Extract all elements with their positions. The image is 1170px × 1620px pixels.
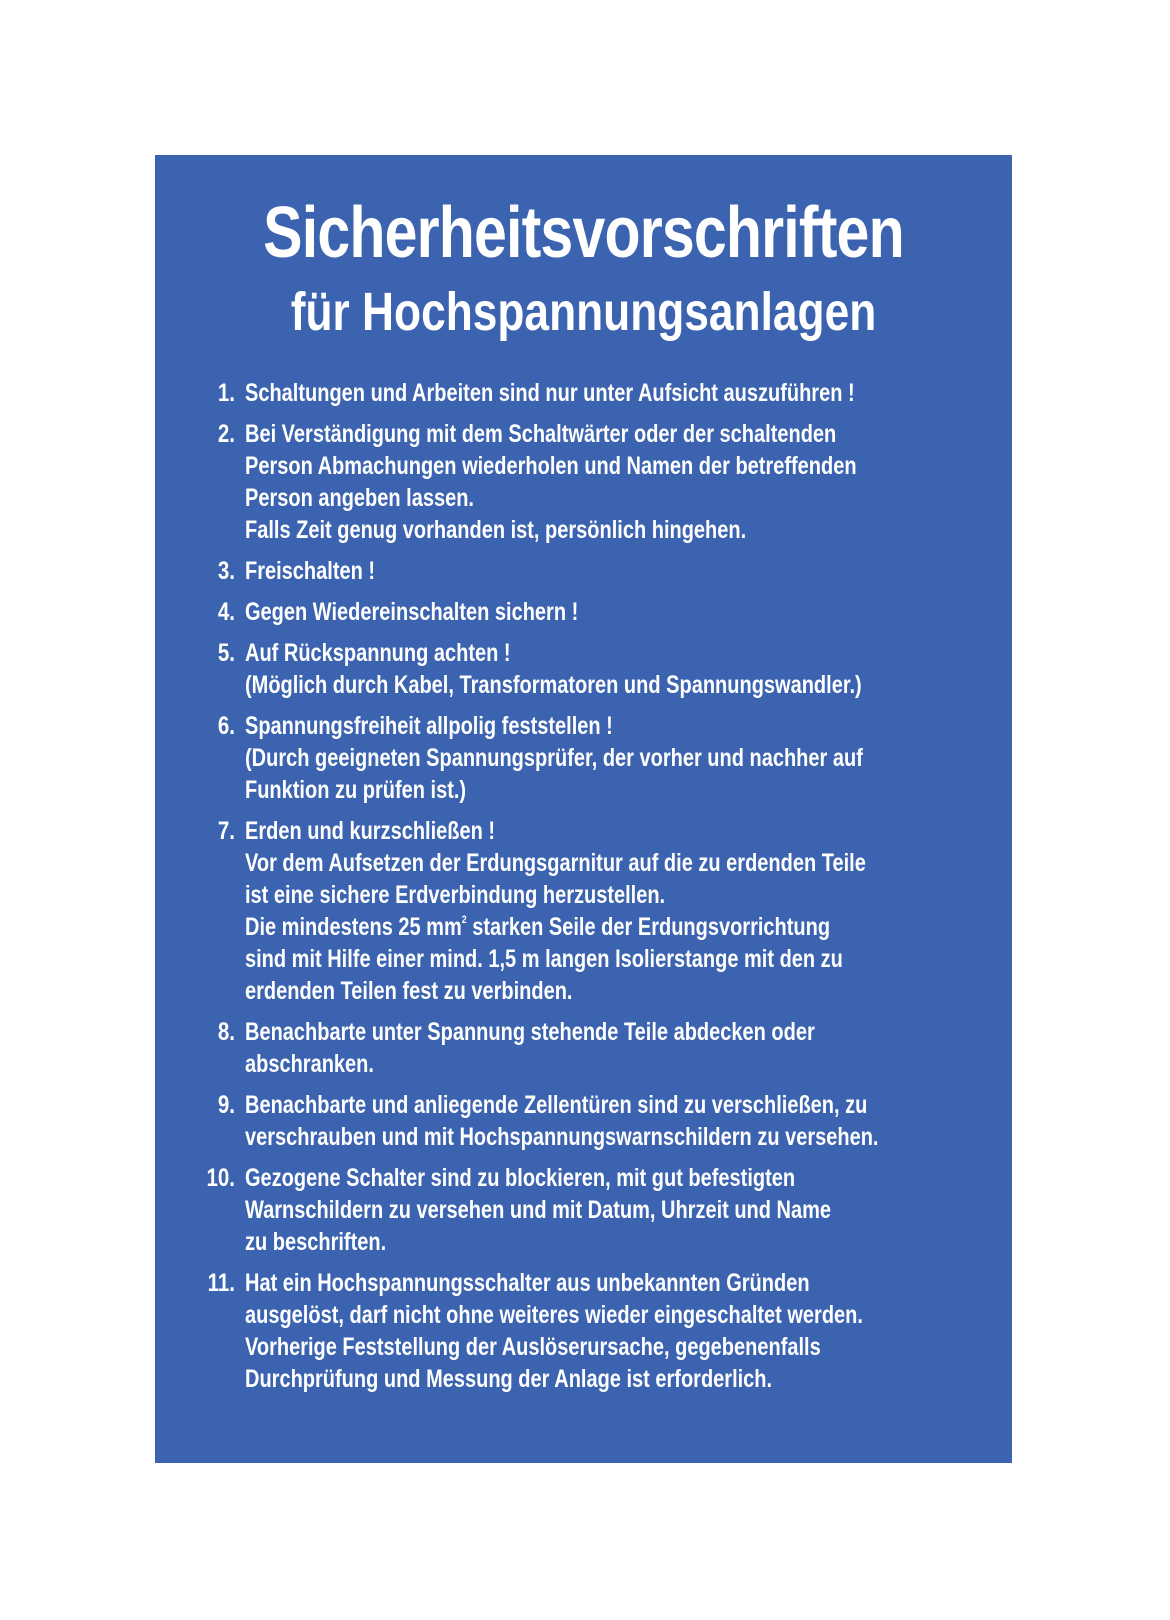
rule-text-line: Auf Rückspannung achten !	[245, 639, 511, 667]
rule-text-line: Gezogene Schalter sind zu blockieren, mit gut befestigten	[245, 1164, 796, 1192]
rule-text-line: abschranken.	[245, 1050, 374, 1078]
rule-number: 6.	[217, 712, 235, 740]
rule-text-line: Person angeben lassen.	[245, 484, 474, 512]
rule-item	[195, 1016, 995, 1080]
rule-text-line: Benachbarte und anliegende Zellentüren sind zu verschließen, zu	[245, 1091, 868, 1119]
rule-text-line: Gegen Wiedereinschalten sichern !	[245, 598, 579, 626]
rule-text-line: Freischalten !	[245, 557, 376, 585]
rule-item	[195, 555, 995, 587]
rules-list	[195, 377, 995, 1404]
sign-title: Sicherheitsvorschriften	[263, 193, 904, 273]
sign-subtitle: für Hochspannungsanlagen	[290, 282, 877, 342]
rule-number: 4.	[217, 598, 235, 626]
rule-text-line: Hat ein Hochspannungsschalter aus unbekannten Gründen	[245, 1269, 810, 1297]
rule-text-line: Schaltungen und Arbeiten sind nur unter Aufsicht auszuführen !	[245, 379, 855, 407]
rule-text-line: zu beschriften.	[245, 1228, 387, 1256]
rule-text-segment: starken Seile der Erdungsvorrichtung	[466, 913, 831, 941]
rule-text-line: (Möglich durch Kabel, Transformatoren und Spannungswandler.)	[245, 671, 862, 699]
superscript: 2	[461, 914, 467, 926]
rule-item	[195, 418, 995, 546]
rule-text-line: Durchprüfung und Messung der Anlage ist erforderlich.	[245, 1365, 773, 1393]
rule-number: 9.	[217, 1091, 235, 1119]
rule-number: 5.	[217, 639, 235, 667]
rule-text-line: ausgelöst, darf nicht ohne weiteres wieder eingeschaltet werden.	[245, 1301, 863, 1329]
rule-item	[195, 1089, 995, 1153]
rule-text-line: Bei Verständigung mit dem Schaltwärter oder der schaltenden	[245, 420, 837, 448]
rule-number: 10.	[206, 1164, 235, 1192]
rule-number: 11.	[207, 1269, 235, 1297]
rule-text-line: Vorherige Feststellung der Auslöserursache, gegebenenfalls	[245, 1333, 821, 1361]
rule-text-line: sind mit Hilfe einer mind. 1,5 m langen Isolierstange mit den zu	[245, 945, 843, 973]
rule-text-segment: Die mindestens 25 mm	[245, 913, 462, 941]
rule-text-line: Vor dem Aufsetzen der Erdungsgarnitur auf die zu erdenden Teile	[245, 849, 866, 877]
rule-text-line: Benachbarte unter Spannung stehende Teile abdecken oder	[245, 1018, 815, 1046]
safety-sign	[155, 155, 1012, 1463]
rule-text-line: Spannungsfreiheit allpolig feststellen !	[245, 712, 613, 740]
rule-item	[195, 637, 995, 701]
rule-number: 2.	[217, 420, 235, 448]
rule-item	[195, 815, 995, 1007]
rule-number: 7.	[217, 817, 235, 845]
rule-text-line: (Durch geeigneten Spannungsprüfer, der vorher und nachher auf	[245, 744, 863, 772]
rule-item	[195, 1267, 995, 1395]
rule-item	[195, 710, 995, 806]
rule-item	[195, 596, 995, 628]
rule-item	[195, 1162, 995, 1258]
rule-number: 8.	[217, 1018, 235, 1046]
rule-text-line	[245, 911, 845, 943]
rule-text-line: ist eine sichere Erdverbindung herzustellen.	[245, 881, 666, 909]
rule-text-line: Funktion zu prüfen ist.)	[245, 776, 467, 804]
rule-text-line: erdenden Teilen fest zu verbinden.	[245, 977, 573, 1005]
rule-item	[195, 377, 995, 409]
rule-number: 3.	[217, 557, 235, 585]
rule-text-line: Erden und kurzschließen !	[245, 817, 496, 845]
rule-text-line: verschrauben und mit Hochspannungswarnschildern zu versehen.	[245, 1123, 879, 1151]
rule-text-line: Person Abmachungen wiederholen und Namen der betreffenden	[245, 452, 857, 480]
rule-text-line: Falls Zeit genug vorhanden ist, persönlich hingehen.	[245, 516, 747, 544]
rule-text-line: Warnschildern zu versehen und mit Datum, Uhrzeit und Name	[245, 1196, 832, 1224]
rule-number: 1.	[217, 379, 235, 407]
